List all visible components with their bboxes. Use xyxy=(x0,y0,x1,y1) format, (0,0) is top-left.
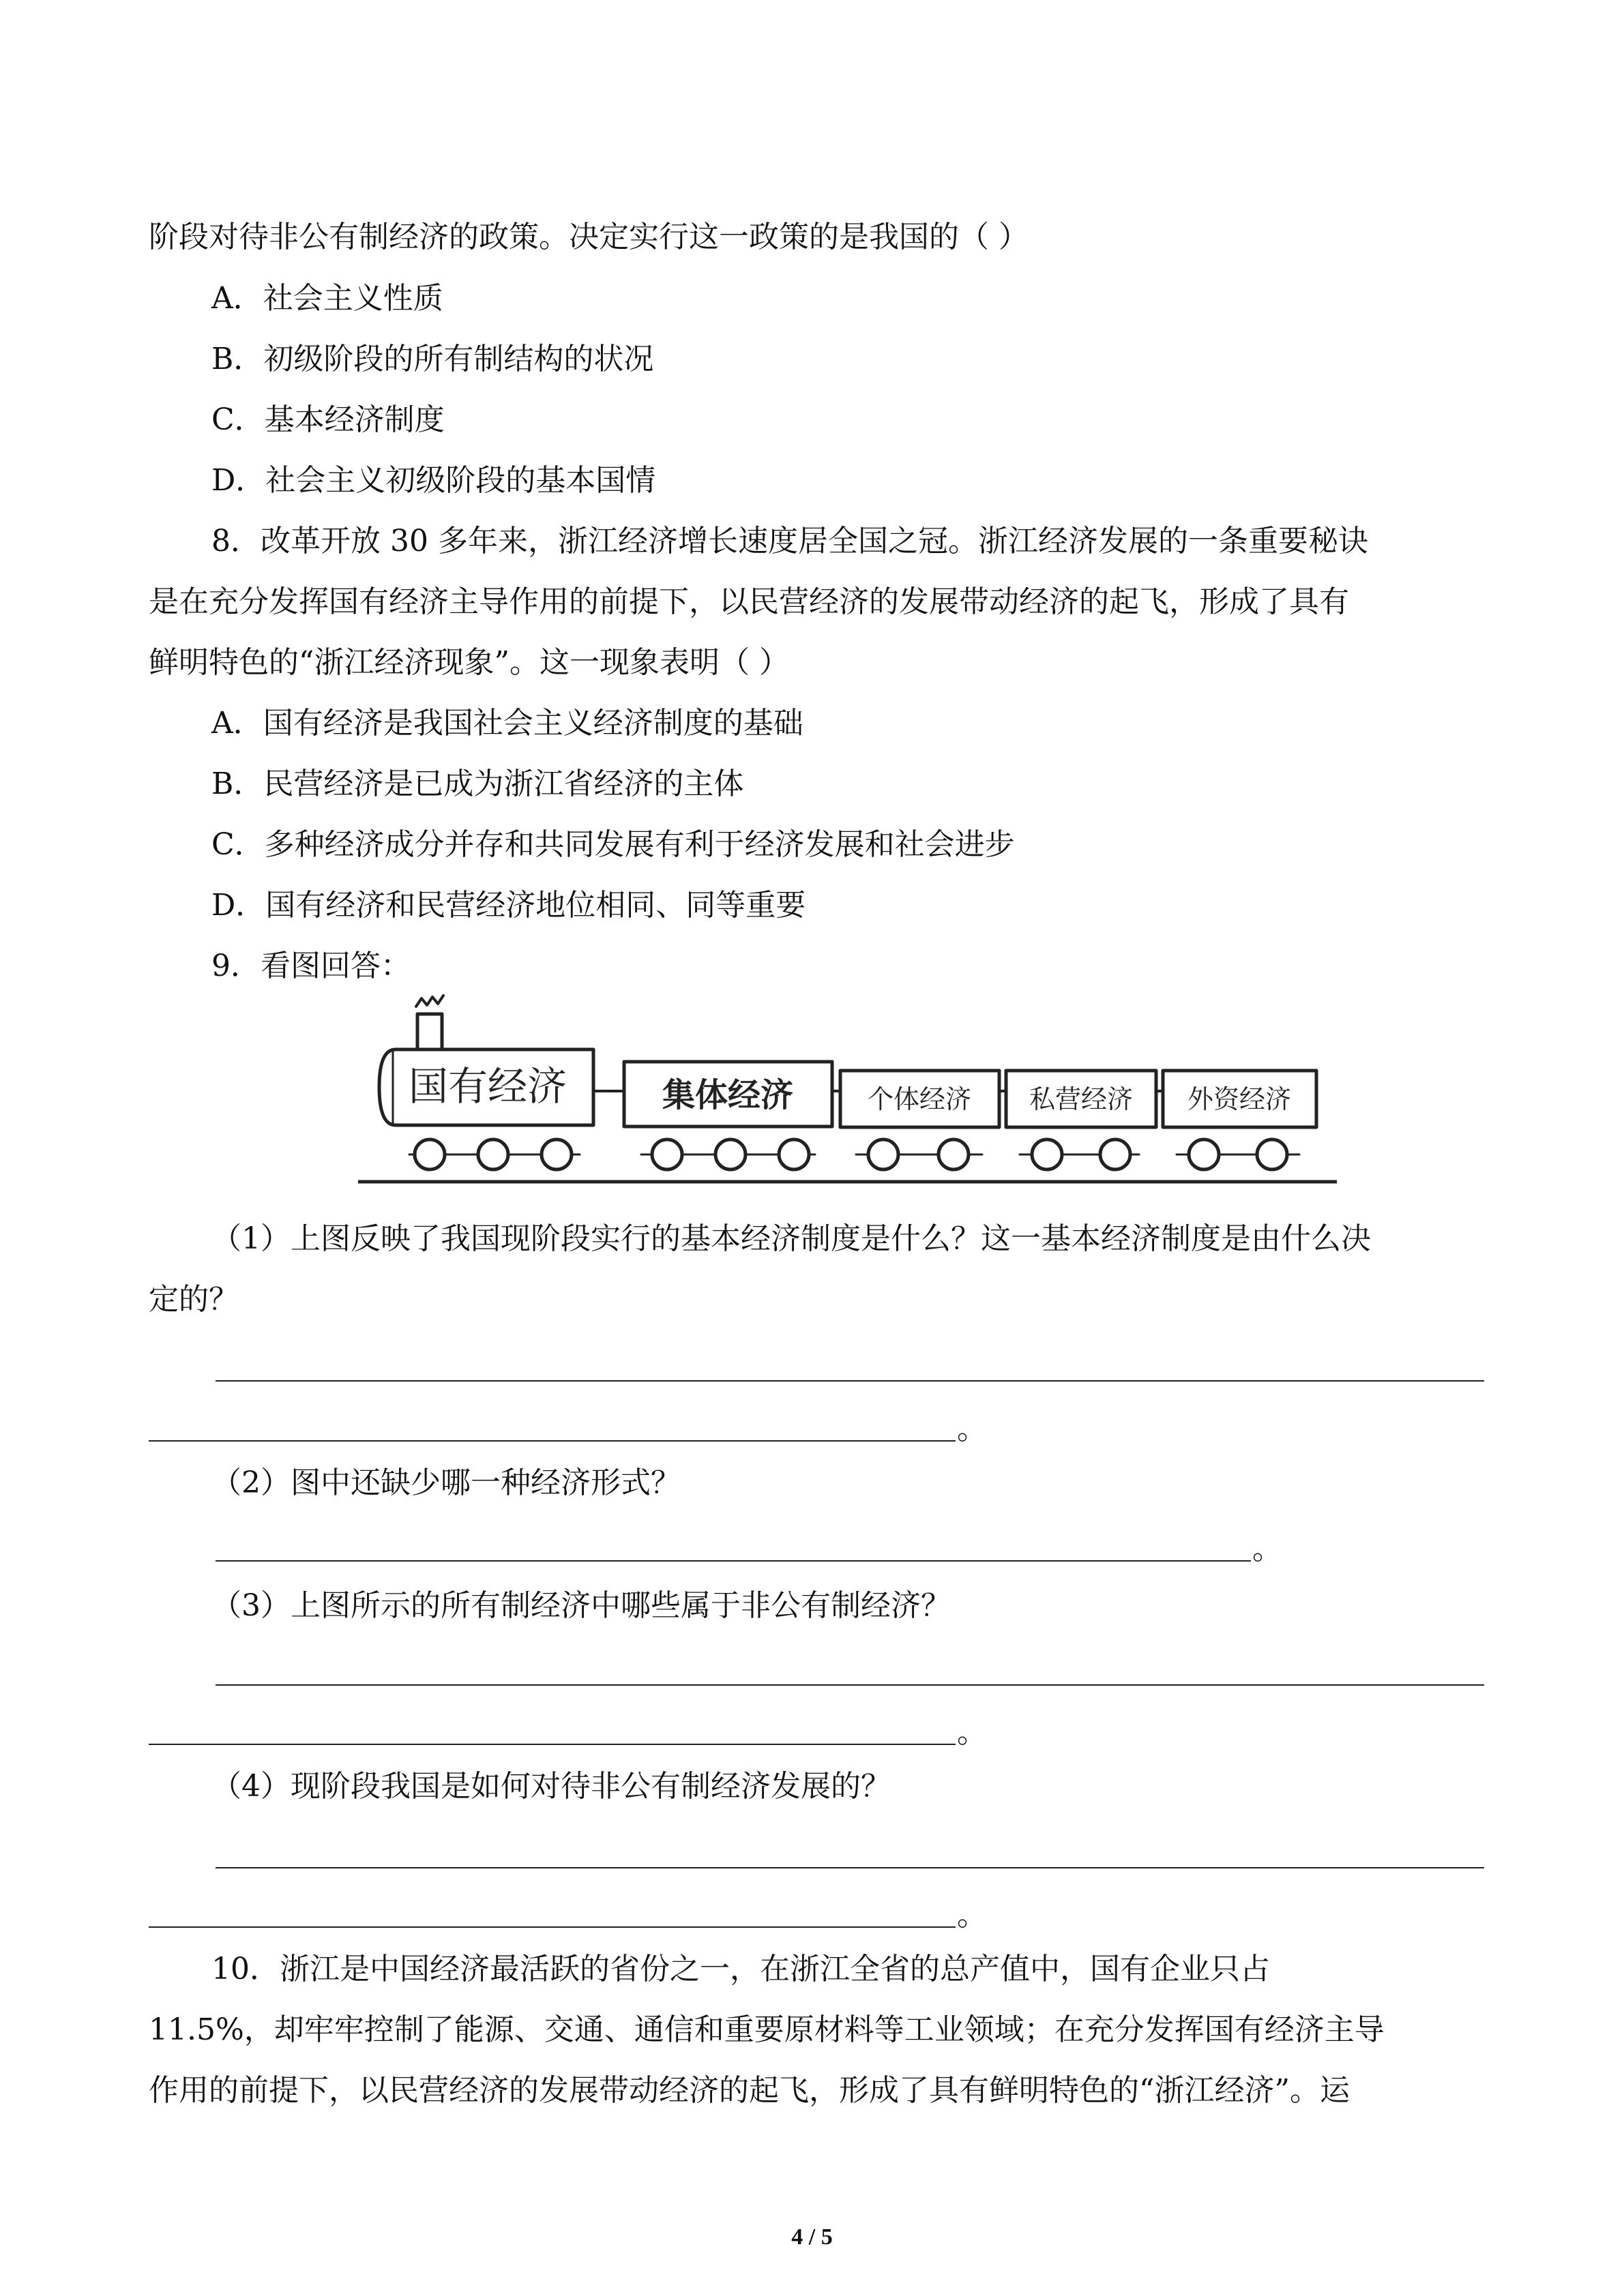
answer-line[interactable] xyxy=(149,1440,956,1442)
q9-sub3: （3）上图所示的所有制经济中哪些属于非公有制经济？ xyxy=(211,1588,951,1623)
q8-option-c: C．多种经济成分并存和共同发展有利于经济发展和社会进步 xyxy=(211,827,1015,862)
economy-train-figure xyxy=(355,989,1344,1200)
q10-stem-line1: 10．浙江是中国经济最活跃的省份之一，在浙江全省的总产值中，国有企业只占 xyxy=(211,1952,1270,1986)
answer-line[interactable] xyxy=(149,1926,956,1928)
answer-line[interactable] xyxy=(149,1744,956,1745)
answer-line[interactable] xyxy=(216,1380,1484,1382)
q9-sub2: （2）图中还缺少哪一种经济形式？ xyxy=(211,1465,681,1500)
q8-stem-line1: 8．改革开放 30 多年来，浙江经济增长速度居全国之冠。浙江经济发展的一条重要秘诀 xyxy=(211,524,1368,558)
end-mark: 。 xyxy=(957,1898,987,1933)
q8-stem-line3: 鲜明特色的“浙江经济现象”。这一现象表明（ ） xyxy=(149,645,789,680)
q9-sub1-line2: 定的？ xyxy=(149,1282,239,1317)
car-label-state: 国有经济 xyxy=(408,1063,567,1109)
end-mark: 。 xyxy=(1252,1532,1282,1566)
q7-option-a: A．社会主义性质 xyxy=(211,281,443,316)
end-mark: 。 xyxy=(957,1412,987,1446)
q9-stem: 9．看图回答： xyxy=(211,949,411,983)
page-number: 4 / 5 xyxy=(791,2224,833,2250)
end-mark: 。 xyxy=(957,1715,987,1750)
q7-stem-tail: 阶段对待非公有制经济的政策。决定实行这一政策的是我国的（ ） xyxy=(149,220,1029,254)
car-label-foreign: 外资经济 xyxy=(1187,1084,1292,1114)
q7-option-d: D．社会主义初级阶段的基本国情 xyxy=(211,463,656,498)
car-label-individual: 个体经济 xyxy=(867,1084,972,1114)
car-label-collective: 集体经济 xyxy=(662,1076,794,1114)
q10-stem-line2: 11.5%，却牢牢控制了能源、交通、通信和重要原材料等工业领域；在充分发挥国有经济主导 xyxy=(149,2012,1385,2047)
locomotive-chimney xyxy=(417,1014,442,1049)
q8-option-a: A．国有经济是我国社会主义经济制度的基础 xyxy=(211,706,803,741)
q7-option-b: B．初级阶段的所有制结构的状况 xyxy=(211,342,654,376)
q8-option-d: D．国有经济和民营经济地位相同、同等重要 xyxy=(211,888,806,923)
q7-option-c: C．基本经济制度 xyxy=(211,402,445,437)
q10-stem-line3: 作用的前提下，以民营经济的发展带动经济的起飞，形成了具有鲜明特色的“浙江经济”。运 xyxy=(149,2073,1350,2108)
car-label-private: 私营经济 xyxy=(1029,1084,1134,1114)
q9-sub4: （4）现阶段我国是如何对待非公有制经济发展的？ xyxy=(211,1769,891,1804)
smoke-icon xyxy=(416,996,443,1007)
answer-line[interactable] xyxy=(216,1560,1251,1562)
q8-option-b: B．民营经济是已成为浙江省经济的主体 xyxy=(211,766,744,801)
train-wheels xyxy=(415,1139,1287,1169)
q9-sub1-line1: （1）上图反映了我国现阶段实行的基本经济制度是什么？这一基本经济制度是由什么决 xyxy=(211,1221,1371,1256)
answer-line[interactable] xyxy=(216,1867,1484,1868)
q8-stem-line2: 是在充分发挥国有经济主导作用的前提下，以民营经济的发展带动经济的起飞，形成了具有 xyxy=(149,584,1349,619)
answer-line[interactable] xyxy=(216,1684,1484,1686)
